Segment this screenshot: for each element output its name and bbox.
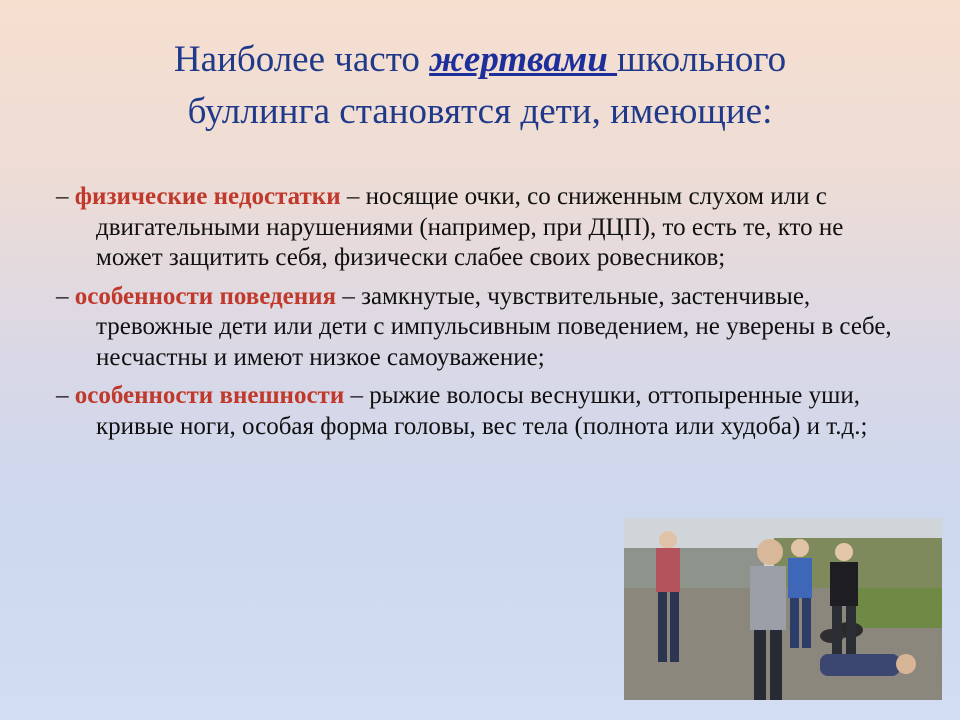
slide-title [60,34,900,138]
title-line-1 [60,34,900,86]
item-term: особенности внешности [74,382,345,409]
list-item-behavior [56,282,916,374]
item-term: особенности поведения [74,282,337,310]
title-emphasis: жертвами [429,39,618,80]
title-text-start: Наиболее часто [173,39,430,80]
item-dash: – [56,382,69,409]
item-dash: – [56,183,69,210]
photo-building [624,548,764,588]
item-description: – рыжие волосы веснушки, оттопыренные уши, кривые ноги, особая форма головы, вес тела (полнота или худоба) и т.д.; [96,382,868,440]
title-line-2: буллинга становятся дети, имеющие: [187,91,773,132]
item-term: физические недостатки [74,183,341,210]
title-text-end: школьного [617,39,787,80]
item-dash: – [56,282,69,310]
list-item-appearance [56,381,916,442]
person-lying [820,654,916,676]
bullying-photo [624,518,942,700]
list-item-physical [56,182,916,274]
item-description: – носящие очки, со сниженным слухом или с двигательными нарушениями (например, при ДЦП), то есть те, кто не может защитить себя, физически слабее своих ровесников; [96,183,844,271]
photo-illustration [624,518,942,700]
slide-body [56,182,916,450]
photo-grass [854,588,942,628]
item-description: – замкнутые, чувствительные, застенчивые, тревожные дети или дети с импульсивным поведением, не уверены в себе, несчастны и имеют низкое самоуважение; [96,282,892,371]
